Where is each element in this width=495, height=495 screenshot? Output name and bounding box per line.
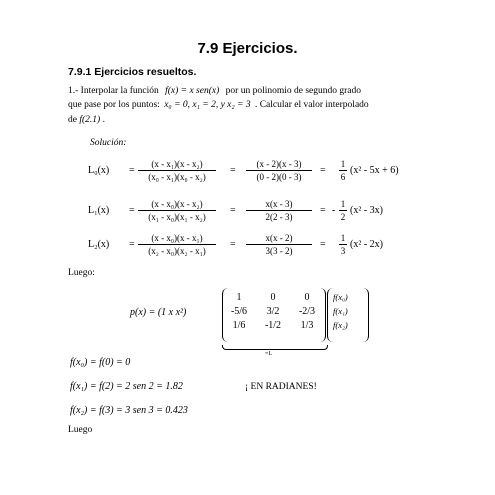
- equals-sign: =: [230, 205, 236, 216]
- fraction-denominator: (x₀ - x₁)(x₀ - x₂): [148, 172, 206, 182]
- coefficient-fraction: [338, 198, 348, 223]
- equals-sign: =: [320, 165, 326, 176]
- lagrange-general-fraction: [137, 198, 217, 223]
- coefficient-denominator: 3: [340, 246, 346, 256]
- lagrange-label: L₀(x): [88, 165, 110, 176]
- section-subtitle: 7.9.1 Ejercicios resueltos.: [68, 66, 197, 78]
- lagrange-numeric-fraction: [245, 198, 313, 223]
- evaluation-note: ¡ EN RADIANES!: [245, 382, 317, 392]
- equals-sign: =: [129, 205, 135, 216]
- luego-label-2: Luego: [68, 425, 93, 435]
- matrix-underbrace: [222, 345, 328, 350]
- polynomial-factor: (x² - 2x): [350, 239, 383, 250]
- fraction-denominator: (x₂ - x₀)(x₂ - x₁): [148, 246, 206, 256]
- fraction-numerator: (x - x₁)(x - x₂): [151, 159, 203, 169]
- coefficient-fraction: [338, 232, 348, 257]
- matrix-cell: 3/2: [266, 306, 280, 317]
- coefficient-numerator: 1: [340, 233, 346, 243]
- fraction-denominator: 2(2 - 3): [265, 212, 293, 222]
- fraction-denominator: 3(3 - 2): [265, 246, 293, 256]
- coefficient-fraction: [338, 158, 348, 183]
- lagrange-label: L₁(x): [88, 205, 110, 216]
- fraction-numerator: x(x - 3): [265, 199, 293, 209]
- equals-sign: =: [320, 239, 326, 250]
- fraction-denominator: (x₁ - x₀)(x₁ - x₂): [148, 212, 206, 222]
- evaluation-equation: f(x₁) = f(2) = 2 sen 2 = 1.82: [70, 381, 183, 392]
- vector-entry: f(x₂): [333, 320, 348, 330]
- matrix-cell: 1/6: [232, 320, 246, 331]
- problem-line-1: [68, 86, 361, 96]
- matrix-cell: 0: [270, 292, 276, 303]
- coefficient-numerator: 1: [340, 199, 346, 209]
- problem-line-2: [68, 100, 369, 110]
- luego-label-1: Luego:: [68, 268, 95, 278]
- vector-entry: f(x₀): [333, 292, 348, 302]
- problem-line-3: [68, 115, 105, 125]
- target-value: f(2.1): [79, 115, 101, 125]
- coefficient-denominator: 6: [340, 172, 346, 182]
- function-definition: f(x) = x sen(x): [165, 86, 220, 96]
- lagrange-numeric-fraction: [245, 158, 313, 183]
- matrix-cell: 1/3: [300, 320, 314, 331]
- equals-sign: =: [230, 239, 236, 250]
- interpolation-points: x₀ = 0, x₁ = 2, y x₂ = 3: [164, 100, 251, 110]
- equals-sign: =: [230, 165, 236, 176]
- problem-text-2a: que pase por los puntos:: [68, 100, 160, 110]
- matrix-cell: -5/6: [230, 306, 248, 317]
- coefficient-numerator: 1: [340, 159, 346, 169]
- polynomial-factor: (x² - 5x + 6): [350, 165, 399, 176]
- evaluation-equation: f(x₀) = f(0) = 0: [70, 357, 131, 368]
- coefficient-sign: -: [332, 205, 336, 216]
- matrix-cell: -1/2: [264, 320, 282, 331]
- fraction-numerator: x(x - 2): [265, 233, 293, 243]
- polynomial-lhs: p(x) = (1 x x²): [130, 307, 187, 318]
- lagrange-label: L₂(x): [88, 239, 110, 250]
- vector-entry: f(x₁): [333, 306, 348, 316]
- solution-label: Solución:: [90, 138, 127, 148]
- fraction-numerator: (x - x₀)(x - x₂): [151, 199, 203, 209]
- matrix-cell: -2/3: [298, 306, 316, 317]
- problem-text-2b: . Calcular el valor interpolado: [254, 100, 369, 110]
- equals-sign: =: [320, 205, 326, 216]
- underbrace-label: =L: [265, 351, 273, 357]
- page-title: 7.9 Ejercicios.: [197, 40, 298, 57]
- polynomial-factor: (x² - 3x): [350, 205, 383, 216]
- coefficient-denominator: 2: [340, 212, 346, 222]
- lagrange-general-fraction: [137, 232, 217, 257]
- fraction-denominator: (0 - 2)(0 - 3): [256, 172, 302, 182]
- equals-sign: =: [129, 239, 135, 250]
- equals-sign: =: [129, 165, 135, 176]
- problem-text-3a: de: [68, 115, 77, 125]
- problem-text-3b: .: [102, 115, 105, 125]
- lagrange-general-fraction: [137, 158, 217, 183]
- matrix-cell: 0: [304, 292, 310, 303]
- fraction-numerator: (x - x₀)(x - x₁): [151, 233, 203, 243]
- evaluation-equation: f(x₂) = f(3) = 3 sen 3 = 0.423: [70, 405, 188, 416]
- matrix-cell: 1: [236, 292, 242, 303]
- problem-text-1b: por un polinomio de segundo grado: [225, 86, 362, 96]
- fraction-numerator: (x - 2)(x - 3): [256, 159, 302, 169]
- problem-text-1a: 1.- Interpolar la función: [68, 86, 159, 96]
- lagrange-numeric-fraction: [245, 232, 313, 257]
